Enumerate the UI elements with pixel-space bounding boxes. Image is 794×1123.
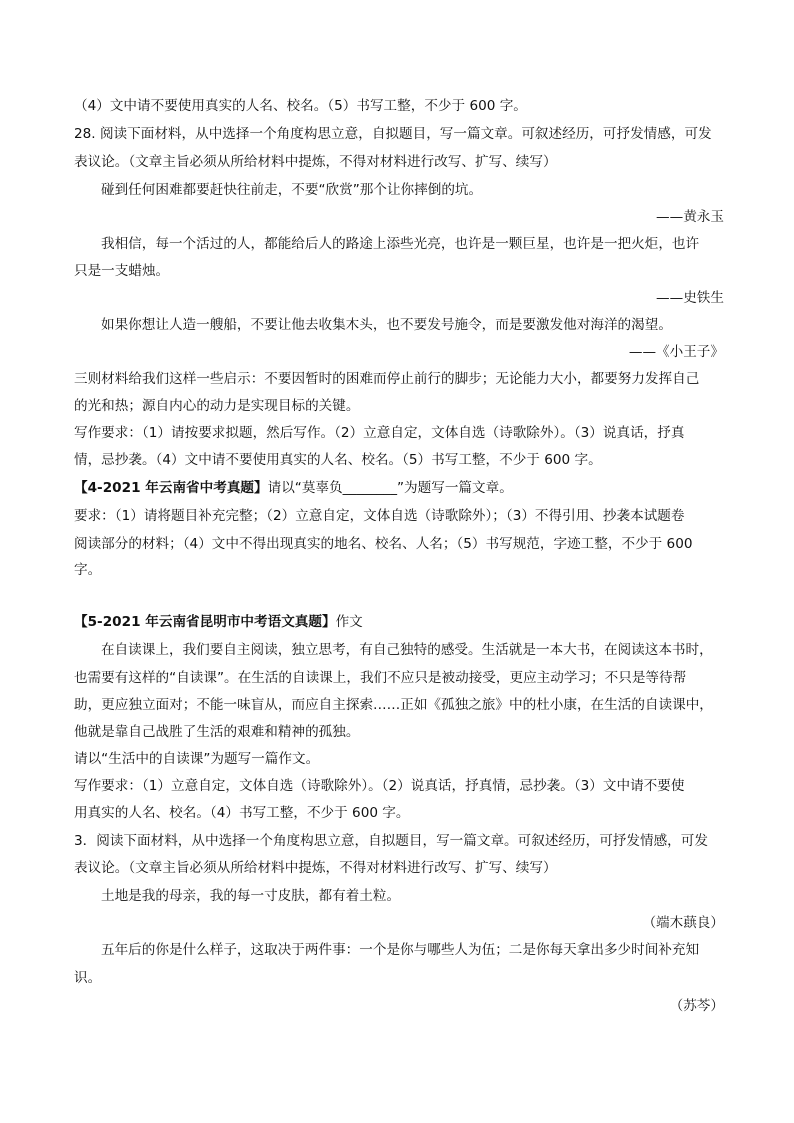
- quote-line: 如果你想让人造一艘船，不要让他去收集木头，也不要发号施令，而是要激发他对海洋的渴望。: [101, 317, 672, 333]
- section-4-source: 【4-2021 年云南省中考真题】: [74, 480, 268, 496]
- text-line: 的光和热；源自内心的动力是实现目标的关键。: [74, 398, 360, 414]
- text-line: 字。: [74, 562, 102, 578]
- text-line: （4）文中请不要使用真实的人名、校名。（5）书写工整，不少于 600 字。: [74, 98, 527, 114]
- question-3-line: 3．阅读下面材料，从中选择一个角度构思立意，自拟题目，写一篇文章。可叙述经历，可抒发情感，可发: [74, 833, 708, 849]
- section-4-prompt: 请以“莫辜负________”为题写一篇文章。: [267, 480, 513, 496]
- section-5-source: 【5-2021 年云南省昆明市中考语文真题】: [74, 614, 336, 630]
- question-28-line: 28. 阅读下面材料，从中选择一个角度构思立意，自拟题目，写一篇文章。可叙述经历，可抒发情感，可发: [74, 126, 712, 142]
- requirements-line: 写作要求：（1）立意自定，文体自选（诗歌除外）。（2）说真话，抒真情，忌抄袭。（3）文中请不要使: [74, 778, 685, 794]
- quote-attribution: ——黄永玉: [656, 209, 724, 225]
- text-line: 表议论。（文章主旨必须从所给材料中提炼，不得对材料进行改写、扩写、续写）: [74, 154, 557, 170]
- text-line: 他就是靠自己战胜了生活的艰难和精神的孤独。: [74, 724, 360, 740]
- quote-line: 我相信，每一个活过的人，都能给后人的路途上添些光亮，也许是一颗巨星，也许是一把火炬，也许: [101, 236, 700, 252]
- requirements-line: 阅读部分的材料；（4）文中不得出现真实的地名、校名、人名；（5）书写规范，字迹工整，不少于 600: [74, 536, 693, 552]
- requirements-line: 情，忌抄袭。（4）文中请不要使用真实的人名、校名。（5）书写工整，不少于 600 字。: [74, 452, 602, 468]
- requirements-line: 用真实的人名、校名。（4）书写工整，不少于 600 字。: [74, 805, 410, 821]
- section-4-heading: [74, 478, 724, 498]
- text-line: 助，更应独立面对；不能一味盲从，而应自主探索……正如《孤独之旅》中的杜小康，在生活的自读课中，: [74, 697, 713, 713]
- text-line: 请以“生活中的自读课”为题写一篇作文。: [74, 751, 320, 767]
- quote-attribution: （端木蕻良）: [642, 915, 724, 931]
- section-5-heading: [74, 612, 724, 632]
- text-line: 也需要有这样的“自读课”。在生活的自读课上，我们不应只是被动接受，更应主动学习；不只是等待帮: [74, 670, 687, 686]
- text-line: 表议论。（文章主旨必须从所给材料中提炼，不得对材料进行改写、扩写、续写）: [74, 860, 557, 876]
- section-5-label: 作文: [335, 614, 363, 630]
- quote-attribution: ——史铁生: [656, 290, 724, 306]
- requirements-line: 要求：（1）请将题目补充完整；（2）立意自定，文体自选（诗歌除外）；（3）不得引用、抄袭本试题卷: [74, 508, 685, 524]
- quote-line: 五年后的你是什么样子，这取决于两件事：一个是你与哪些人为伍；二是你每天拿出多少时间补充知: [101, 942, 700, 958]
- quote-line: 土地是我的母亲，我的每一寸皮肤，都有着土粒。: [101, 888, 401, 904]
- quote-attribution: （苏芩）: [669, 998, 724, 1014]
- text-line: 三则材料给我们这样一些启示：不要因暂时的困难而停止前行的脚步；无论能力大小，都要努力发挥自己: [74, 371, 700, 387]
- text-line: 在自读课上，我们要自主阅读，独立思考，有自己独特的感受。生活就是一本大书，在阅读这本书时，: [101, 642, 713, 658]
- requirements-line: 写作要求：（1）请按要求拟题，然后写作。（2）立意自定，文体自选（诗歌除外）。（3）说真话，抒真: [74, 425, 685, 441]
- quote-line: 碰到任何困难都要赶快往前走，不要“欣赏”那个让你摔倒的坑。: [101, 182, 483, 198]
- quote-line: 只是一支蜡烛。: [74, 263, 170, 279]
- text-line: 识。: [74, 970, 102, 986]
- quote-attribution: ——《小王子》: [628, 344, 724, 360]
